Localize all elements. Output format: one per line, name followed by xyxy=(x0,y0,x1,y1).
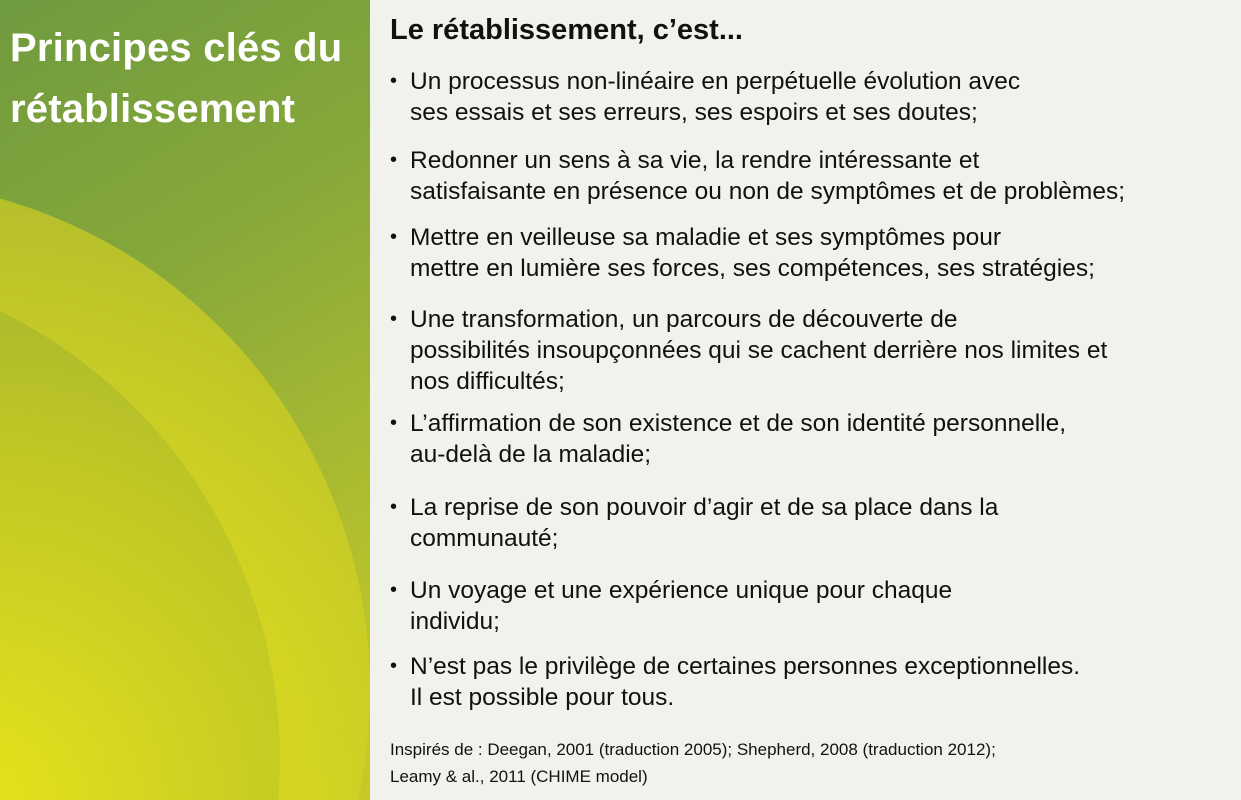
bullet-icon: • xyxy=(390,412,398,434)
list-item xyxy=(390,145,1230,207)
list-item xyxy=(390,408,1230,470)
list-item-text: Redonner un sens à sa vie, la rendre intéressante et satisfaisante en présence ou non de symptômes et de problèmes; xyxy=(410,147,1125,205)
bullet-icon: • xyxy=(390,149,398,171)
list-item xyxy=(390,304,1230,397)
bullet-icon: • xyxy=(390,655,398,677)
bullet-icon: • xyxy=(390,496,398,518)
bullet-icon: • xyxy=(390,308,398,330)
left-decorative-panel xyxy=(0,0,370,800)
list-item xyxy=(390,651,1230,713)
slide-title: Principes clés du rétablissement xyxy=(10,26,343,131)
list-item-text: Un voyage et une expérience unique pour chaque individu; xyxy=(410,577,953,635)
bullet-icon: • xyxy=(390,70,398,92)
list-item-text: N’est pas le privilège de certaines personnes exceptionnelles. Il est possible pour tous. xyxy=(410,653,1081,711)
list-item xyxy=(390,492,1230,554)
citation-text: Inspirés de : Deegan, 2001 (traduction 2005); Shepherd, 2008 (traduction 2012); Leamy & al., 2011 (CHIME model) xyxy=(390,740,996,786)
list-item-text: Un processus non-linéaire en perpétuelle évolution avec ses essais et ses erreurs, ses espoirs et ses doutes; xyxy=(410,68,1021,126)
list-item-text: La reprise de son pouvoir d’agir et de sa place dans la communauté; xyxy=(410,494,999,552)
bullet-icon: • xyxy=(390,226,398,248)
list-item xyxy=(390,222,1230,284)
list-item-text: L’affirmation de son existence et de son identité personnelle, au-delà de la maladie; xyxy=(410,410,1067,468)
list-item-text: Une transformation, un parcours de découverte de possibilités insoupçonnées qui se cachent derrière nos limites et nos difficultés; xyxy=(410,306,1108,395)
list-item xyxy=(390,66,1230,128)
list-item-text: Mettre en veilleuse sa maladie et ses symptômes pour mettre en lumière ses forces, ses compétences, ses stratégies; xyxy=(410,224,1095,282)
content-heading: Le rétablissement, c’est... xyxy=(390,14,743,46)
content-panel xyxy=(370,0,1241,800)
list-item xyxy=(390,575,1230,637)
bullet-icon: • xyxy=(390,579,398,601)
